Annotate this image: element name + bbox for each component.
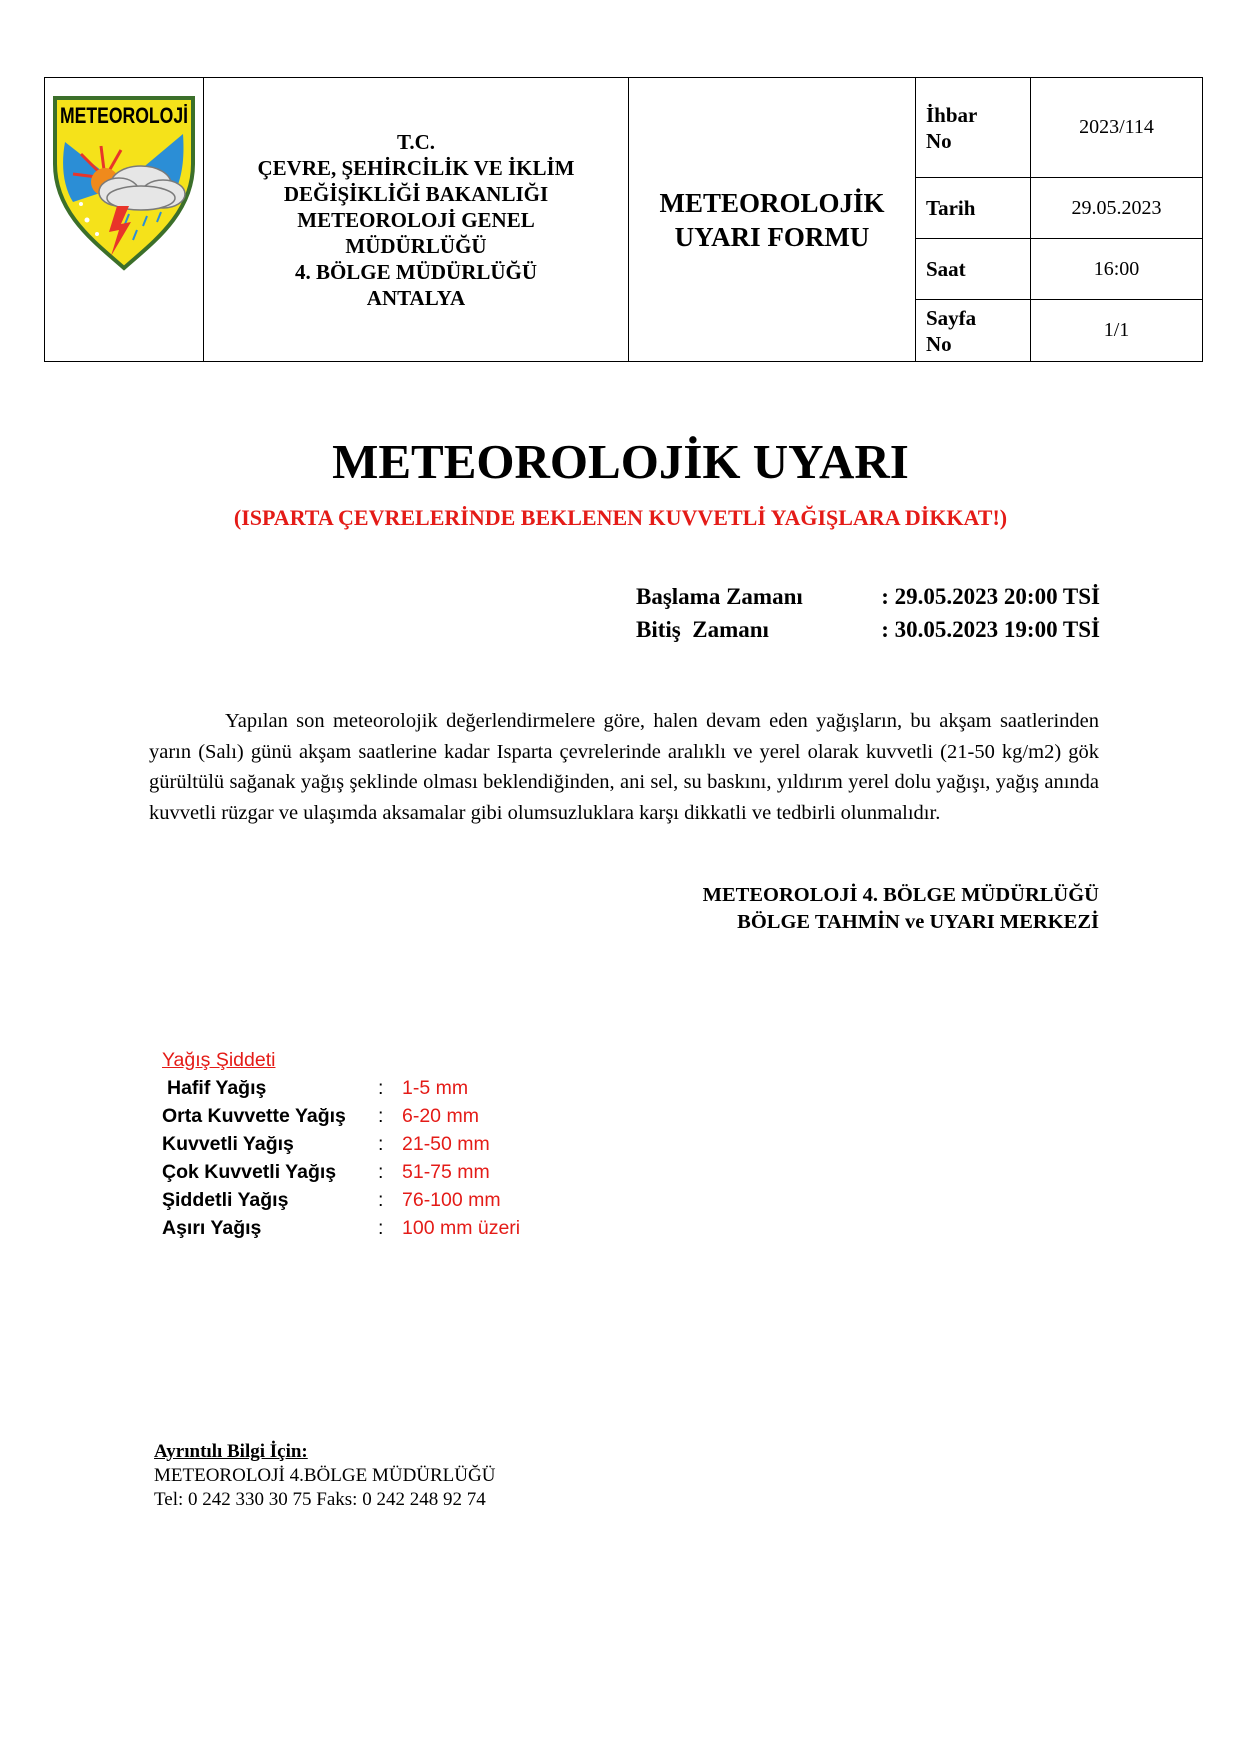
contact-org: METEOROLOJİ 4.BÖLGE MÜDÜRLÜĞÜ: [154, 1465, 496, 1486]
org-line: T.C.: [396, 129, 436, 154]
meta-label-line: Sayfa: [926, 305, 977, 330]
form-title-line: METEOROLOJİK: [659, 187, 885, 218]
logo-cell: [45, 78, 204, 362]
meta-label-line: No: [926, 331, 952, 356]
org-line: MÜDÜRLÜĞÜ: [345, 233, 487, 258]
intensity-row: [162, 1186, 582, 1214]
contact-phone: Tel: 0 242 330 30 75 Faks: 0 242 248 92 74: [154, 1489, 486, 1510]
intensity-label: Kuvvetli Yağış: [162, 1133, 294, 1155]
meta-label-line: No: [926, 128, 952, 153]
page-title: METEOROLOJİK UYARI: [332, 434, 909, 489]
form-title-line: UYARI FORMU: [674, 221, 870, 252]
intensity-colon: :: [378, 1161, 384, 1183]
intensity-label: Aşırı Yağış: [162, 1217, 262, 1239]
logo-text: METEOROLOJİ: [60, 103, 188, 128]
page-subtitle: (ISPARTA ÇEVRELERİNDE BEKLENEN KUVVETLİ YAĞIŞLARA DİKKAT!): [233, 505, 1008, 530]
time-block: [636, 580, 1100, 646]
intensity-row: [162, 1214, 582, 1242]
intensity-value: 76-100 mm: [402, 1189, 501, 1211]
signature-line-2: BÖLGE TAHMİN ve UYARI MERKEZİ: [737, 911, 1099, 933]
end-time-value: : 30.05.2023 19:00 TSİ: [881, 617, 1100, 642]
intensity-colon: :: [378, 1133, 384, 1155]
sayfa-no-value: 1/1: [1031, 300, 1203, 362]
intensity-value: 51-75 mm: [402, 1161, 490, 1183]
sayfa-no-label: [916, 300, 1031, 362]
ihbar-no-value: 2023/114: [1031, 78, 1203, 178]
org-line: 4. BÖLGE MÜDÜRLÜĞÜ: [294, 259, 538, 284]
organization-cell: [204, 78, 629, 362]
start-time-value: : 29.05.2023 20:00 TSİ: [881, 584, 1100, 609]
intensity-value: 6-20 mm: [402, 1105, 479, 1127]
org-line: DEĞİŞİKLİĞİ BAKANLIĞI: [283, 181, 549, 206]
saat-value: 16:00: [1031, 239, 1203, 300]
meta-label-line: Saat: [926, 257, 966, 281]
meta-label-line: İhbar: [926, 102, 978, 127]
saat-label: [916, 239, 1031, 300]
org-line: METEOROLOJİ GENEL: [297, 207, 535, 232]
intensity-row: [162, 1074, 582, 1102]
signature-block: [500, 882, 1099, 936]
tarih-value: 29.05.2023: [1031, 178, 1203, 239]
org-line: ANTALYA: [366, 285, 466, 310]
contact-title: Ayrıntılı Bilgi İçin:: [154, 1441, 308, 1462]
intensity-value: 100 mm üzeri: [402, 1217, 521, 1239]
ihbar-no-label: [916, 78, 1031, 178]
end-time-label: Bitiş Zamanı: [636, 617, 769, 642]
meteoroloji-logo: [51, 94, 197, 274]
start-time-row: [636, 580, 1100, 613]
start-time-label: Başlama Zamanı: [636, 584, 803, 609]
intensity-row: [162, 1102, 582, 1130]
intensity-row: [162, 1158, 582, 1186]
intensity-label: Çok Kuvvetli Yağış: [162, 1161, 337, 1183]
form-title-cell: [629, 78, 916, 362]
intensity-colon: :: [378, 1077, 384, 1099]
intensity-row: [162, 1130, 582, 1158]
intensity-colon: :: [378, 1189, 384, 1211]
intensity-value: 21-50 mm: [402, 1133, 490, 1155]
end-time-row: [636, 613, 1100, 646]
signature-line-1: METEOROLOJİ 4. BÖLGE MÜDÜRLÜĞÜ: [702, 884, 1099, 906]
rain-intensity-legend: [162, 1046, 582, 1242]
meta-label-line: Tarih: [926, 196, 976, 220]
intensity-value: 1-5 mm: [402, 1077, 469, 1099]
tarih-label: [916, 178, 1031, 239]
intensity-label: Hafif Yağış: [167, 1077, 267, 1099]
intensity-colon: :: [378, 1105, 384, 1127]
form-header-table: [44, 77, 1203, 362]
intensity-label: Orta Kuvvette Yağış: [162, 1105, 346, 1127]
warning-body-text: Yapılan son meteorolojik değerlendirmelere göre, halen devam eden yağışların, bu akşam saatlerinden yarın (Salı) günü akşam saatlerine kadar Isparta çevrelerinde aralıklı ve yerel olarak kuvvetli (21-50 kg/m2) gök gürültülü sağanak yağış şeklinde olması beklendiğinden, ani sel, su baskını, yıldırım yerel dolu yağışı, yağış anında kuvvetli rüzgar ve ulaşımda aksamalar gibi olumsuzluklara karşı dikkatli ve tedbirli olunmalıdır.: [149, 710, 1099, 824]
intensity-colon: :: [378, 1217, 384, 1239]
contact-block: [154, 1440, 754, 1512]
org-line: ÇEVRE, ŞEHİRCİLİK VE İKLİM: [257, 155, 575, 180]
intensity-title: Yağış Şiddeti: [162, 1049, 276, 1071]
intensity-label: Şiddetli Yağış: [162, 1189, 289, 1211]
